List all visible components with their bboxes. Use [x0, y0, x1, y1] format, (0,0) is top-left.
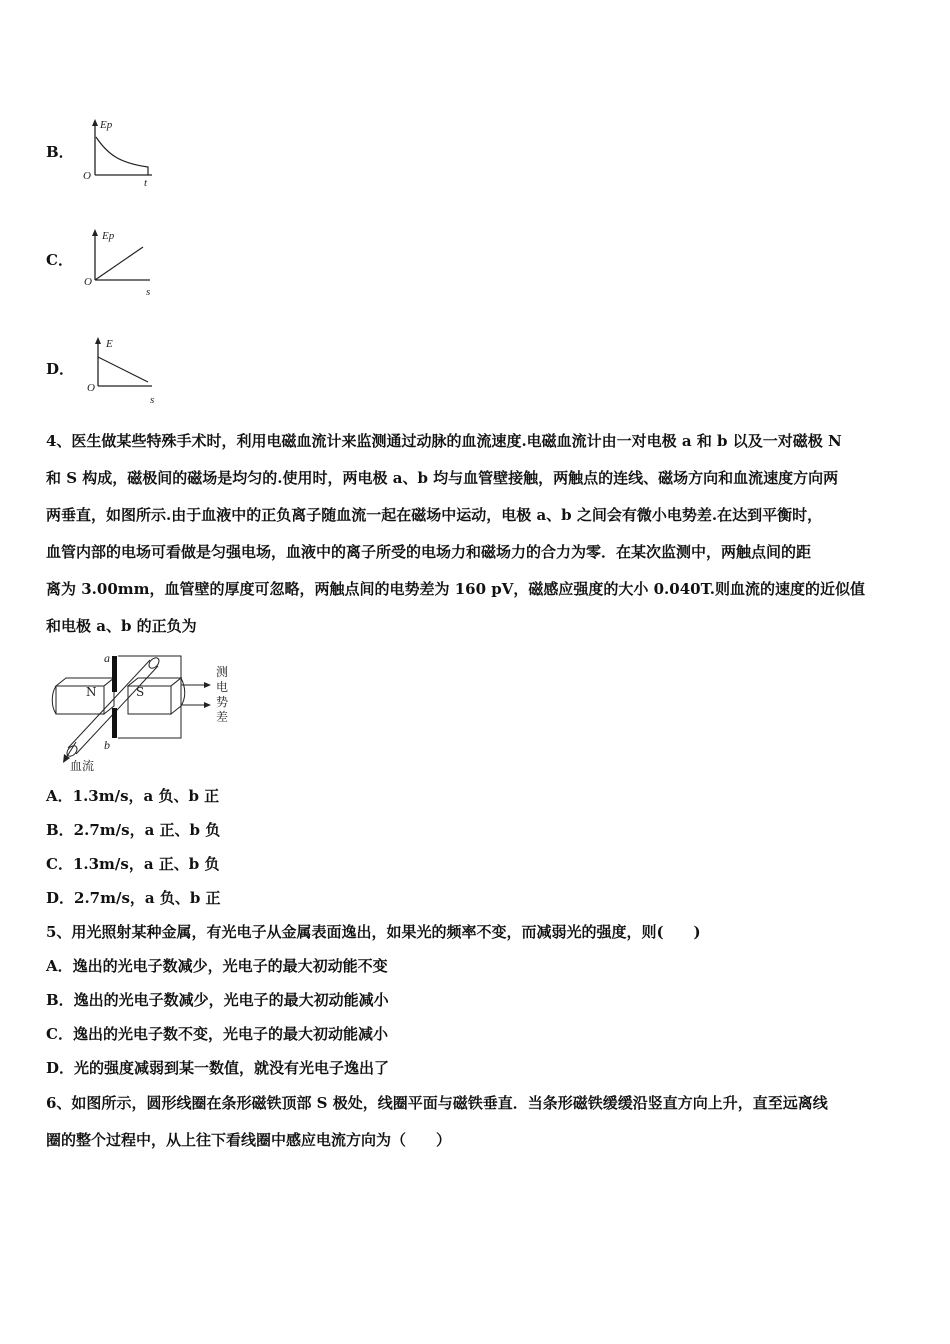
graph-c-origin: O: [84, 276, 92, 288]
option-c-label: C．: [46, 251, 73, 269]
graph-c-y-label: Ep: [102, 230, 115, 242]
q5-option-a: A．逸出的光电子数减少，光电子的最大初动能不变: [46, 957, 388, 975]
graph-b: [80, 115, 160, 190]
option-b-label: B．: [46, 143, 74, 161]
q4-option-b: B．2.7m/s，a 正、b 负: [46, 821, 221, 839]
magnet-s-front: [128, 686, 171, 714]
q5-stem: 5、用光照射某种金属，有光电子从金属表面逸出，如果光的频率不变，而减弱光的强度，则( ): [46, 923, 701, 941]
label-a: a: [104, 651, 110, 665]
q4-line-3: 两垂直，如图所示.由于血液中的正负离子随血流一起在磁场中运动，电极 a、b 之间会有微小电势差.在达到平衡时，: [46, 506, 823, 524]
label-s: S: [136, 685, 145, 699]
option-d-label: D．: [46, 360, 75, 378]
graph-d-origin: O: [87, 382, 95, 394]
graph-b-x-label: t: [144, 177, 148, 189]
q4-option-c: C．1.3m/s，a 正、b 负: [46, 855, 220, 873]
graph-b-origin: O: [83, 170, 91, 182]
electrode-b: [112, 708, 117, 738]
q4-line-2: 和 S 构成，磁极间的磁场是均匀的.使用时，两电极 a、b 均与血管壁接触，两触点的连线、磁场方向和血流速度方向两: [46, 469, 839, 487]
q4-option-a: A．1.3m/s，a 负、b 正: [46, 787, 220, 805]
q4-line-6: 和电极 a、b 的正负为: [46, 617, 197, 635]
graph-c: [80, 225, 160, 300]
q4-option-d: D．2.7m/s，a 负、b 正: [46, 889, 221, 907]
label-measure-2: 电: [216, 680, 229, 694]
q4-line-4: 血管内部的电场可看做是匀强电场，血液中的离子所受的电场力和磁场力的合力为零．在某次监测中，两触点间的距: [46, 543, 812, 561]
label-flow: 血流: [70, 759, 95, 773]
graph-c-y-arrow: [92, 229, 98, 236]
q6-line-2: 圈的整个过程中，从上往下看线圈中感应电流方向为（ ）: [46, 1131, 452, 1149]
wire-bottom-arrow: [204, 702, 211, 708]
q4-line-5: 离为 3.00mm，血管壁的厚度可忽略，两触点间的电势差为 160 pV，磁感应强度的大小 0.040T.则血流的速度的近似值: [46, 580, 866, 598]
q5-option-d: D．光的强度减弱到某一数值，就没有光电子逸出了: [46, 1059, 390, 1077]
graph-b-y-label: Ep: [100, 119, 113, 131]
graph-d-line: [98, 357, 148, 382]
label-b: b: [104, 738, 110, 752]
graph-b-y-arrow: [92, 119, 98, 126]
vessel-end: [147, 656, 161, 670]
flowmeter-diagram: [46, 650, 246, 779]
label-measure-4: 差: [216, 710, 229, 724]
wire-top-arrow: [204, 682, 211, 688]
q6-line-1: 6、如图所示，圆形线圈在条形磁铁顶部 S 极处，线圈平面与磁铁垂直．当条形磁铁缓缓沿竖直方向上升，直至远离线: [46, 1094, 828, 1112]
graph-d: [80, 333, 160, 408]
label-n: N: [86, 685, 97, 699]
graph-d-y-label: E: [106, 338, 113, 350]
graph-d-x-label: s: [150, 394, 155, 406]
graph-d-y-arrow: [95, 337, 101, 344]
label-measure-1: 测: [216, 665, 229, 679]
label-measure-3: 势: [216, 695, 229, 709]
electrode-a: [112, 656, 117, 692]
q4-line-1: 4、医生做某些特殊手术时，利用电磁血流计来监测通过动脉的血流速度.电磁血流计由一对电极 a 和 b 以及一对磁极 N: [46, 432, 842, 450]
magnet-n-front: [56, 686, 104, 714]
q5-option-b: B．逸出的光电子数减少，光电子的最大初动能减小: [46, 991, 389, 1009]
graph-c-line: [95, 247, 143, 280]
q5-option-c: C．逸出的光电子数不变，光电子的最大初动能减小: [46, 1025, 388, 1043]
graph-b-curve: [96, 137, 148, 175]
graph-c-x-label: s: [146, 286, 151, 298]
